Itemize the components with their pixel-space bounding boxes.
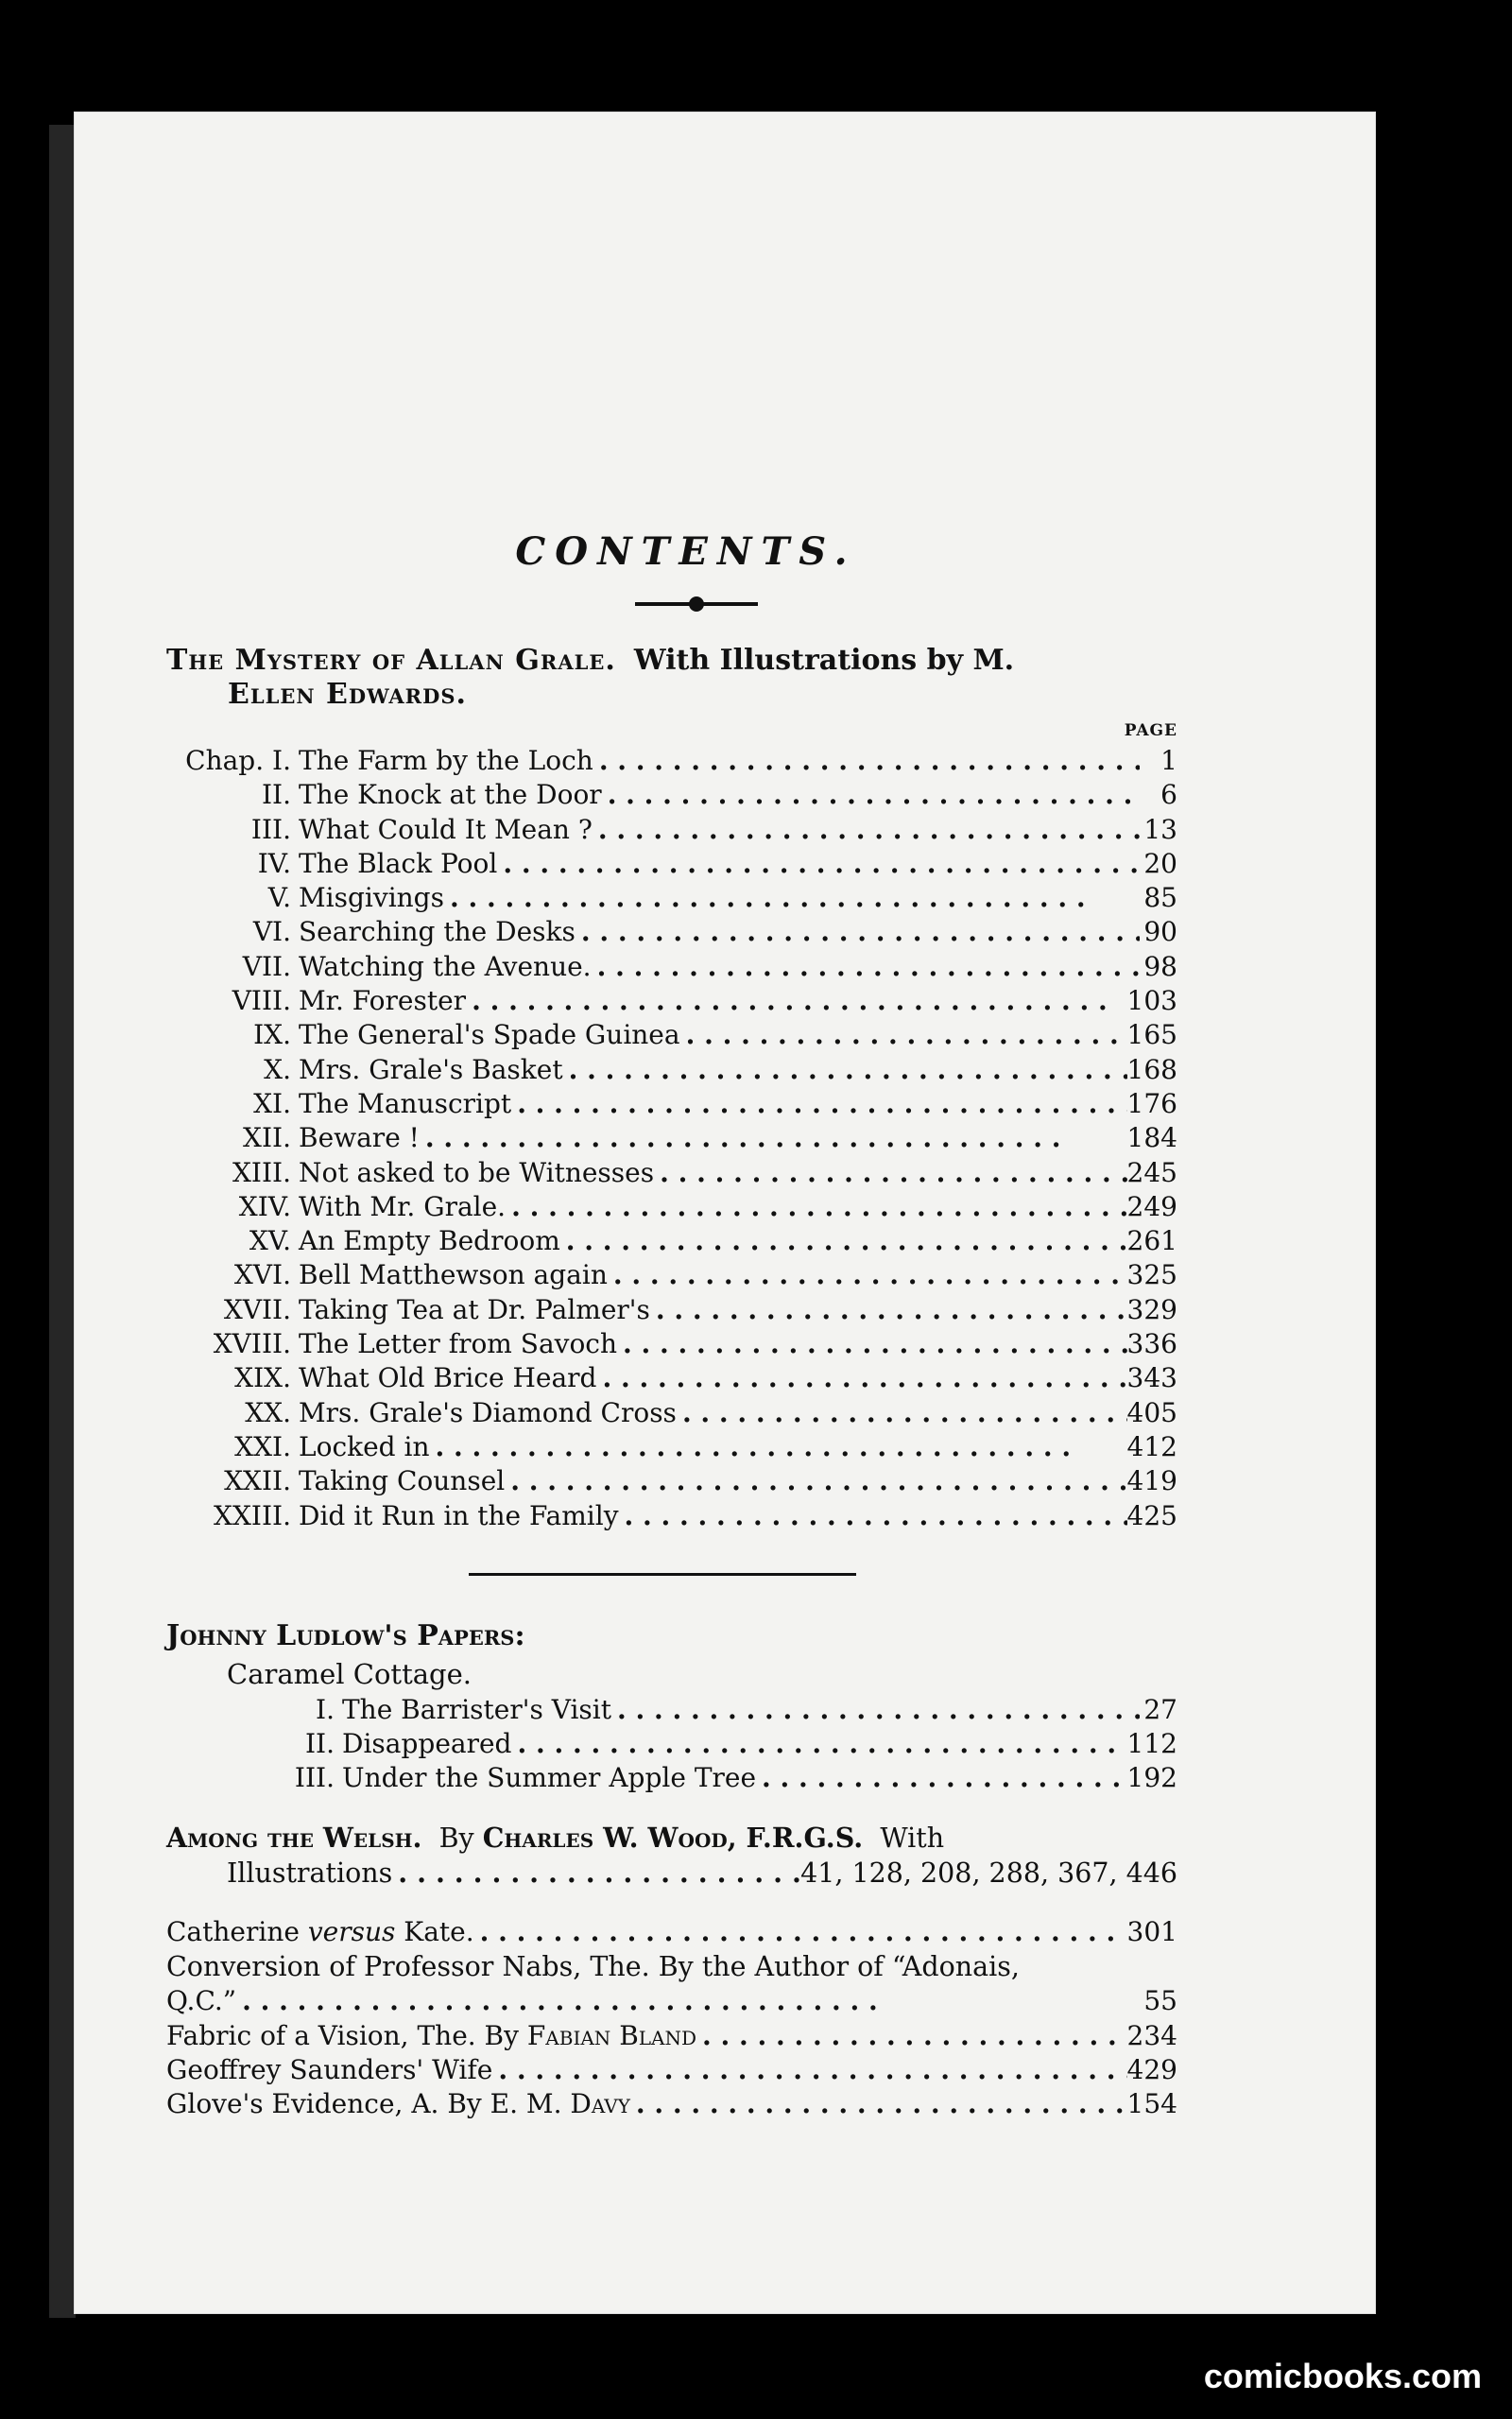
entry-geoffrey: Geoffrey Saunders' Wife . . 429: [166, 2053, 1177, 2087]
entry-conversion: Conversion of Professor Nabs, The. By the Author of “Adonais,: [166, 1951, 1020, 1983]
page-number: 192: [1126, 1762, 1177, 1794]
page-number: 245: [1126, 1156, 1177, 1188]
toc-row: [166, 1087, 1177, 1121]
dot-leader: [596, 1361, 1126, 1395]
chapter-title: Beware !: [299, 1122, 420, 1154]
page-number: 261: [1126, 1225, 1177, 1257]
chapter-number: XVI.: [233, 1259, 291, 1291]
chapter-title: What Could It Mean ?: [299, 813, 593, 845]
dot-leader: [560, 1224, 1127, 1258]
chapter-number: XXII.: [224, 1465, 291, 1497]
chapter-title: The Manuscript: [299, 1087, 512, 1119]
chapter-list: [166, 744, 1177, 1533]
page-number: 343: [1126, 1362, 1177, 1394]
dot-leader: [677, 1396, 1127, 1430]
toc-row: [166, 1258, 1177, 1292]
toc-row: [166, 1053, 1177, 1087]
chapter-title: Mrs. Grale's Diamond Cross: [299, 1396, 677, 1428]
section-rule: [469, 1573, 856, 1576]
chapter-number: X.: [264, 1053, 291, 1085]
chapter-title: Taking Counsel: [299, 1465, 506, 1497]
chapter-title: Mr. Forester: [299, 985, 467, 1017]
chapter-title: Taking Tea at Dr. Palmer's: [299, 1293, 650, 1325]
dot-leader: [420, 1121, 1127, 1155]
chapter-number: I.: [316, 1693, 335, 1725]
chapter-title: Watching the Avenue.: [299, 950, 592, 982]
dot-leader: [593, 813, 1140, 847]
chapter-title: Not asked to be Witnesses: [299, 1156, 655, 1188]
toc-row: [166, 813, 1177, 847]
page-number: 336: [1126, 1328, 1177, 1360]
chapter-number: XVIII.: [213, 1328, 291, 1360]
ornament-divider: [635, 596, 758, 612]
page-number: 6: [1160, 779, 1177, 811]
site-watermark: comicbooks.com: [1203, 2357, 1482, 2395]
chapter-number: XV.: [249, 1225, 291, 1257]
chapter-number: II.: [304, 1728, 335, 1760]
ludlow-subheading: Caramel Cottage.: [227, 1657, 472, 1690]
misc-entries: Catherine versus Kate. . . 301 Conversion of Professor Nabs, The. By the Author of “Adonais, Q.C.” . . 55 Fabric of a Vision, The. By Fabian Bland . . 234 Geoffrey Saunders' Wife . . 429 Glove's Evidence, A. By E. M. Davy . . 154: [166, 1915, 1177, 2121]
chapter-number: V.: [267, 882, 291, 914]
toc-row: [166, 847, 1177, 881]
chapter-title: The Barrister's Visit: [342, 1693, 611, 1725]
toc-row: [166, 1464, 1177, 1498]
page-number: 168: [1126, 1053, 1177, 1085]
page-number: 405: [1126, 1396, 1177, 1428]
toc-row: [166, 1224, 1177, 1258]
chapter-title: Locked in: [299, 1430, 430, 1462]
page-number: 98: [1143, 950, 1177, 982]
dot-leader: [654, 1156, 1126, 1190]
dot-leader: [511, 1087, 1126, 1121]
dot-leader: [650, 1293, 1127, 1327]
chapter-title: With Mr. Grale.: [299, 1190, 507, 1222]
dot-leader: [608, 1258, 1127, 1292]
dot-leader: [592, 950, 1140, 984]
page-number: 176: [1126, 1087, 1177, 1119]
chapter-number: Chap. I.: [185, 745, 291, 776]
page-number: 103: [1126, 985, 1177, 1017]
chapter-title: What Old Brice Heard: [299, 1362, 597, 1394]
page-number: 165: [1126, 1019, 1177, 1051]
chapter-title: The Black Pool: [299, 847, 498, 879]
book-spine: [49, 125, 76, 2318]
dot-leader: [505, 1464, 1126, 1498]
contents-body: [166, 529, 1177, 2122]
toc-row: [166, 1156, 1177, 1190]
dot-leader: [602, 778, 1140, 812]
dot-leader: [429, 1430, 1126, 1464]
chapter-number: III.: [294, 1762, 335, 1794]
toc-row: [166, 1430, 1177, 1464]
chapter-title: An Empty Bedroom: [299, 1225, 560, 1257]
chapter-number: IX.: [253, 1019, 291, 1051]
toc-row: [166, 778, 1177, 812]
chapter-title: Disappeared: [342, 1728, 512, 1760]
chapter-number: VII.: [242, 950, 291, 982]
chapter-number: XI.: [253, 1087, 291, 1119]
page-number: 13: [1143, 813, 1177, 845]
chapter-title: The General's Spade Guinea: [299, 1019, 680, 1051]
page-number: 425: [1126, 1499, 1177, 1531]
toc-row: [166, 1693, 1177, 1727]
dot-leader: [563, 1053, 1127, 1087]
dot-leader: [444, 881, 1140, 915]
dot-leader: [506, 1190, 1126, 1224]
ludlow-heading: Johnny Ludlow's Papers:: [166, 1618, 525, 1652]
dot-leader: [576, 915, 1140, 949]
chapter-number: IV.: [257, 847, 291, 879]
toc-row: [166, 1396, 1177, 1430]
chapter-title: Did it Run in the Family: [299, 1499, 619, 1531]
entry-fabric: Fabric of a Vision, The. By Fabian Bland . . 234: [166, 2019, 1177, 2053]
chapter-title: Misgivings: [299, 882, 444, 914]
chapter-title: Under the Summer Apple Tree: [342, 1762, 757, 1794]
page-column-label: PAGE: [1124, 721, 1177, 740]
dot-leader: [619, 1499, 1127, 1533]
page-number: 20: [1143, 847, 1177, 879]
dot-leader: [593, 744, 1140, 778]
chapter-title: The Letter from Savoch: [299, 1328, 618, 1360]
page-number: 27: [1143, 1693, 1177, 1725]
toc-row: [166, 984, 1177, 1018]
chapter-title: Mrs. Grale's Basket: [299, 1053, 563, 1085]
page-number: 325: [1126, 1259, 1177, 1291]
chapter-title: Searching the Desks: [299, 916, 576, 948]
chapter-number: XII.: [243, 1122, 291, 1154]
chapter-number: XIX.: [234, 1362, 291, 1394]
page-number: 1: [1160, 745, 1177, 776]
toc-row: [166, 1190, 1177, 1224]
chapter-title: The Farm by the Loch: [299, 745, 593, 776]
chapter-number: II.: [261, 779, 291, 811]
toc-row: [166, 881, 1177, 915]
toc-row: [166, 1121, 1177, 1155]
toc-row: [166, 915, 1177, 949]
page-number: 184: [1126, 1122, 1177, 1154]
toc-row: [166, 1761, 1177, 1795]
toc-row: [166, 1361, 1177, 1395]
chapter-number: VI.: [252, 916, 291, 948]
entry-glove: Glove's Evidence, A. By E. M. Davy . . 154: [166, 2087, 1177, 2121]
allan-grale-heading: The Mystery of Allan Grale. With Illustrations by M. Ellen Edwards.: [166, 644, 1015, 711]
page-number: 419: [1126, 1465, 1177, 1497]
toc-row: [166, 1499, 1177, 1533]
chapter-number: XXIII.: [214, 1499, 291, 1531]
chapter-number: XVII.: [223, 1293, 291, 1325]
page-number: 85: [1143, 882, 1177, 914]
page-title: CONTENTS.: [515, 529, 857, 574]
toc-row: [166, 1018, 1177, 1052]
chapter-title: Bell Matthewson again: [299, 1259, 608, 1291]
ludlow-list: [166, 1693, 1177, 1796]
dot-leader: [511, 1727, 1126, 1761]
toc-row: [166, 1327, 1177, 1361]
toc-row: [166, 950, 1177, 984]
dot-leader: [680, 1018, 1127, 1052]
dot-leader: [497, 847, 1140, 881]
page-number: 249: [1126, 1190, 1177, 1222]
chapter-number: XIV.: [238, 1190, 291, 1222]
chapter-number: XXI.: [234, 1430, 291, 1462]
welsh-entry: Among the Welsh. By Charles W. Wood, F.R.G.S. With Illustrations . . 41, 128, 208, 288, 367, 446: [166, 1821, 1177, 1891]
page-number: 90: [1143, 916, 1177, 948]
dot-leader: [756, 1761, 1127, 1795]
toc-row: [166, 744, 1177, 778]
chapter-number: VIII.: [232, 985, 291, 1017]
dot-leader: [611, 1693, 1140, 1727]
page-number: 112: [1126, 1728, 1177, 1760]
page-number: 412: [1126, 1430, 1177, 1462]
chapter-number: III.: [250, 813, 291, 845]
dot-leader: [466, 984, 1126, 1018]
page-number: 329: [1126, 1293, 1177, 1325]
toc-row: [166, 1727, 1177, 1761]
entry-catherine: Catherine versus Kate. . . 301: [166, 1915, 1177, 1949]
dot-leader: [617, 1327, 1127, 1361]
chapter-title: The Knock at the Door: [299, 779, 602, 811]
toc-row: [166, 1293, 1177, 1327]
chapter-number: XIII.: [232, 1156, 291, 1188]
chapter-number: XX.: [245, 1396, 291, 1428]
